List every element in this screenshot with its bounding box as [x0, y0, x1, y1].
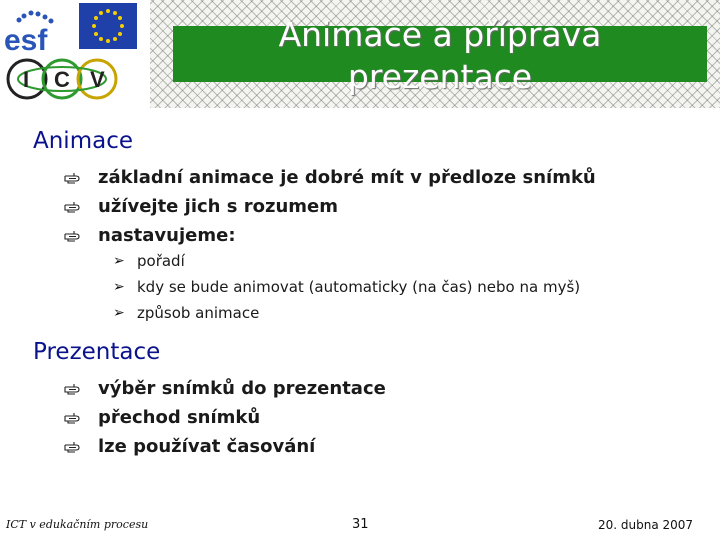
pointing-hand-icon	[64, 409, 81, 426]
bullet-text: lze používat časování	[98, 435, 316, 457]
pointing-hand-icon	[64, 380, 81, 397]
bullet-text: užívejte jich s rozumem	[98, 195, 338, 217]
pointing-hand-icon	[64, 227, 81, 244]
footer-date: 20. dubna 2007	[598, 518, 694, 532]
bullet-text: výběr snímků do prezentace	[98, 377, 386, 399]
sub-bullet-text: způsob animace	[137, 304, 260, 322]
arrowhead-icon: ➢	[113, 305, 125, 321]
icv-logo	[6, 56, 118, 102]
list-item	[64, 222, 236, 248]
list-item	[64, 193, 338, 219]
sub-list-item	[113, 276, 580, 298]
sub-bullet-text: kdy se bude animovat (automaticky (na čas) nebo na myš)	[137, 278, 581, 296]
pointing-hand-icon	[64, 169, 81, 186]
slide-header	[0, 0, 720, 108]
bullet-text: přechod snímků	[98, 406, 261, 428]
section-heading-prezentace: Prezentace	[33, 339, 161, 365]
svg-text:C: C	[54, 67, 70, 92]
bullet-text: nastavujeme:	[98, 224, 236, 246]
svg-text:V: V	[90, 67, 105, 92]
svg-text:esf: esf	[4, 24, 48, 52]
list-item	[64, 404, 260, 430]
sub-list-item	[113, 302, 259, 324]
slide-title	[173, 14, 707, 98]
slide-title-line-1: Animace a příprava	[278, 15, 602, 54]
pointing-hand-icon	[64, 198, 81, 215]
pointing-hand-icon	[64, 438, 81, 455]
section-heading-animace: Animace	[33, 128, 133, 154]
page-number: 31	[352, 517, 369, 532]
sub-bullet-text: pořadí	[137, 252, 185, 270]
arrowhead-icon: ➢	[113, 253, 125, 269]
esf-logo	[4, 4, 66, 52]
sub-list-item	[113, 250, 185, 272]
list-item	[64, 375, 386, 401]
list-item	[64, 164, 596, 190]
footer-course-name: ICT v edukačním procesu	[6, 518, 149, 531]
eu-flag-logo	[79, 3, 137, 49]
slide-title-line-2: prezentace	[347, 57, 533, 96]
svg-text:I: I	[23, 67, 30, 92]
list-item	[64, 433, 315, 459]
bullet-text: základní animace je dobré mít v předloze snímků	[98, 166, 596, 188]
arrowhead-icon: ➢	[113, 279, 125, 295]
